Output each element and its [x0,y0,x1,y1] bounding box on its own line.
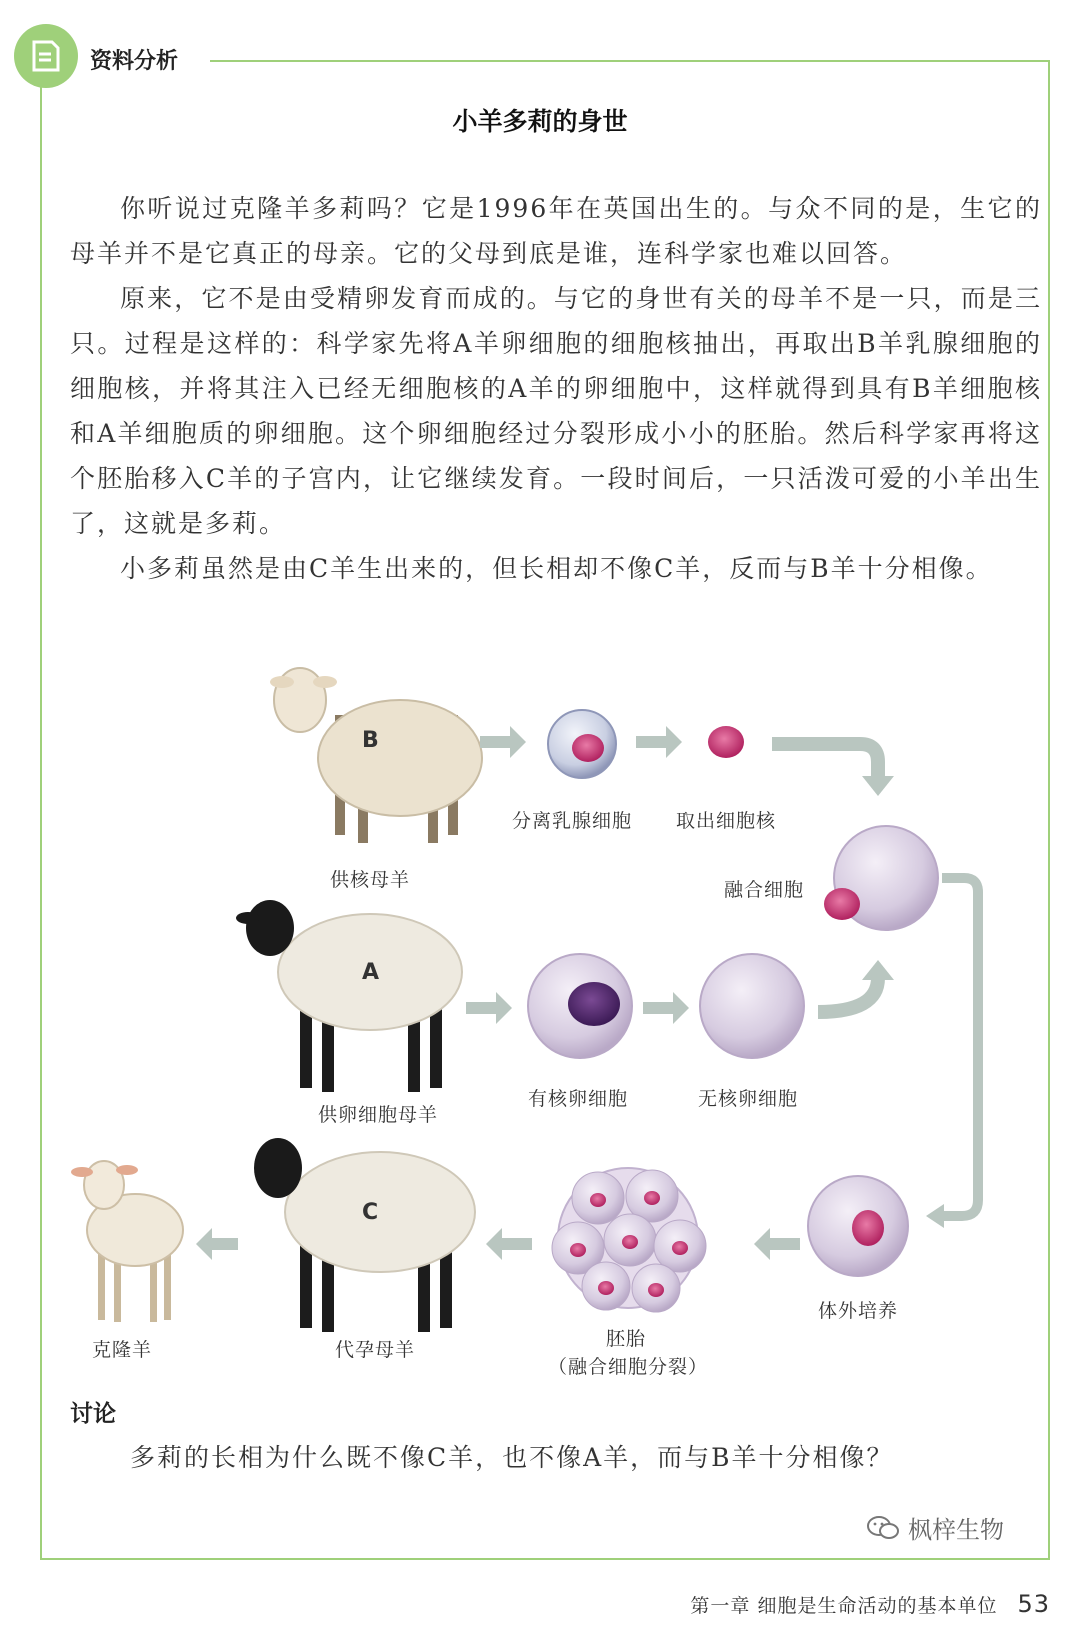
caption-extract-nucleus: 取出细胞核 [676,810,777,832]
arrow-nucleus-to-fusion [772,744,878,780]
page-footer [690,1590,1050,1618]
caption-embryo: 胚胎 [606,1328,647,1350]
sheep-b-letter: B [362,728,380,753]
sheep-c [254,1138,475,1332]
cloning-diagram-graphic [0,660,1080,1400]
sheep-a-letter: A [362,960,381,985]
discussion-question: 多莉的长相为什么既不像C羊，也不像A羊，而与B羊十分相像？ [130,1443,894,1472]
extracted-nucleus [708,726,744,758]
egg-with-nucleus [528,954,632,1058]
document-icon [26,36,66,76]
caption-egg-without-nucleus: 无核卵细胞 [698,1088,799,1110]
arrow-enucleated-to-fusion [818,978,878,1012]
caption-in-vitro-culture: 体外培养 [818,1300,899,1322]
arrow-culture-to-embryo [754,1228,800,1260]
fused-cell [824,826,938,930]
arrow-a-to-egg [466,992,512,1024]
sheep-b [270,668,482,843]
discussion-title: 讨论 [70,1401,116,1427]
arrow-fusion-to-culture [940,878,978,1216]
watermark-text: 枫梓生物 [908,1516,1004,1544]
egg-without-nucleus [700,954,804,1058]
page-title: 小羊多莉的身世 [452,107,628,136]
caption-fused-cell: 融合细胞 [724,879,805,901]
chapter-title: 第一章 细胞是生命活动的基本单位 [690,1595,998,1617]
arrow-b-to-mammary [480,726,526,758]
section-label: 资料分析 [90,49,179,74]
cultured-cell [808,1176,908,1276]
arrow-mammary-to-nucleus [636,726,682,758]
caption-nucleus-donor: 供核母羊 [330,869,411,891]
arrow-embryo-to-c [486,1228,532,1260]
sheep-c-letter: C [362,1200,380,1225]
watermark [860,1508,1010,1547]
body-text [70,186,1042,591]
arrow-egg-to-enucleated [643,992,689,1024]
wechat-icon [866,1515,900,1541]
embryo-cluster [552,1168,706,1312]
paragraph-3: 小多莉虽然是由C羊生出来的，但长相却不像C羊，反而与B羊十分相像。 [120,554,993,583]
mammary-cell [548,710,616,778]
caption-surrogate: 代孕母羊 [335,1339,416,1361]
section-badge-icon [14,24,78,88]
caption-embryo-note: （融合细胞分裂） [548,1356,709,1378]
arrow-c-to-lamb [196,1228,238,1260]
cloning-diagram [0,660,1080,1400]
sheep-a [236,900,462,1092]
caption-mammary-cell: 分离乳腺细胞 [512,810,633,832]
paragraph-1: 你听说过克隆羊多莉吗？它是1996年在英国出生的。与众不同的是，生它的母羊并不是它真正的母亲。它的父母到底是谁，连科学家也难以回答。 [70,194,1042,268]
cloned-lamb [71,1161,183,1322]
caption-egg-with-nucleus: 有核卵细胞 [528,1088,629,1110]
caption-egg-donor: 供卵细胞母羊 [318,1104,439,1126]
caption-cloned-lamb: 克隆羊 [92,1339,153,1361]
paragraph-2: 原来，它不是由受精卵发育而成的。与它的身世有关的母羊不是一只，而是三只。过程是这样的：科学家先将A羊卵细胞的细胞核抽出，再取出B羊乳腺细胞的细胞核，并将其注入已经无细胞核的A羊的卵细胞中，这样就得到具有B羊细胞核和A羊细胞质的卵细胞。这个卵细胞经过分裂形成小小的胚胎。然后科学家再将这个胚胎移入C羊的子宫内，让它继续发育。一段时间后，一只活泼可爱的小羊出生了，这就是多莉。 [70,284,1042,538]
page-number: 53 [1017,1590,1050,1618]
